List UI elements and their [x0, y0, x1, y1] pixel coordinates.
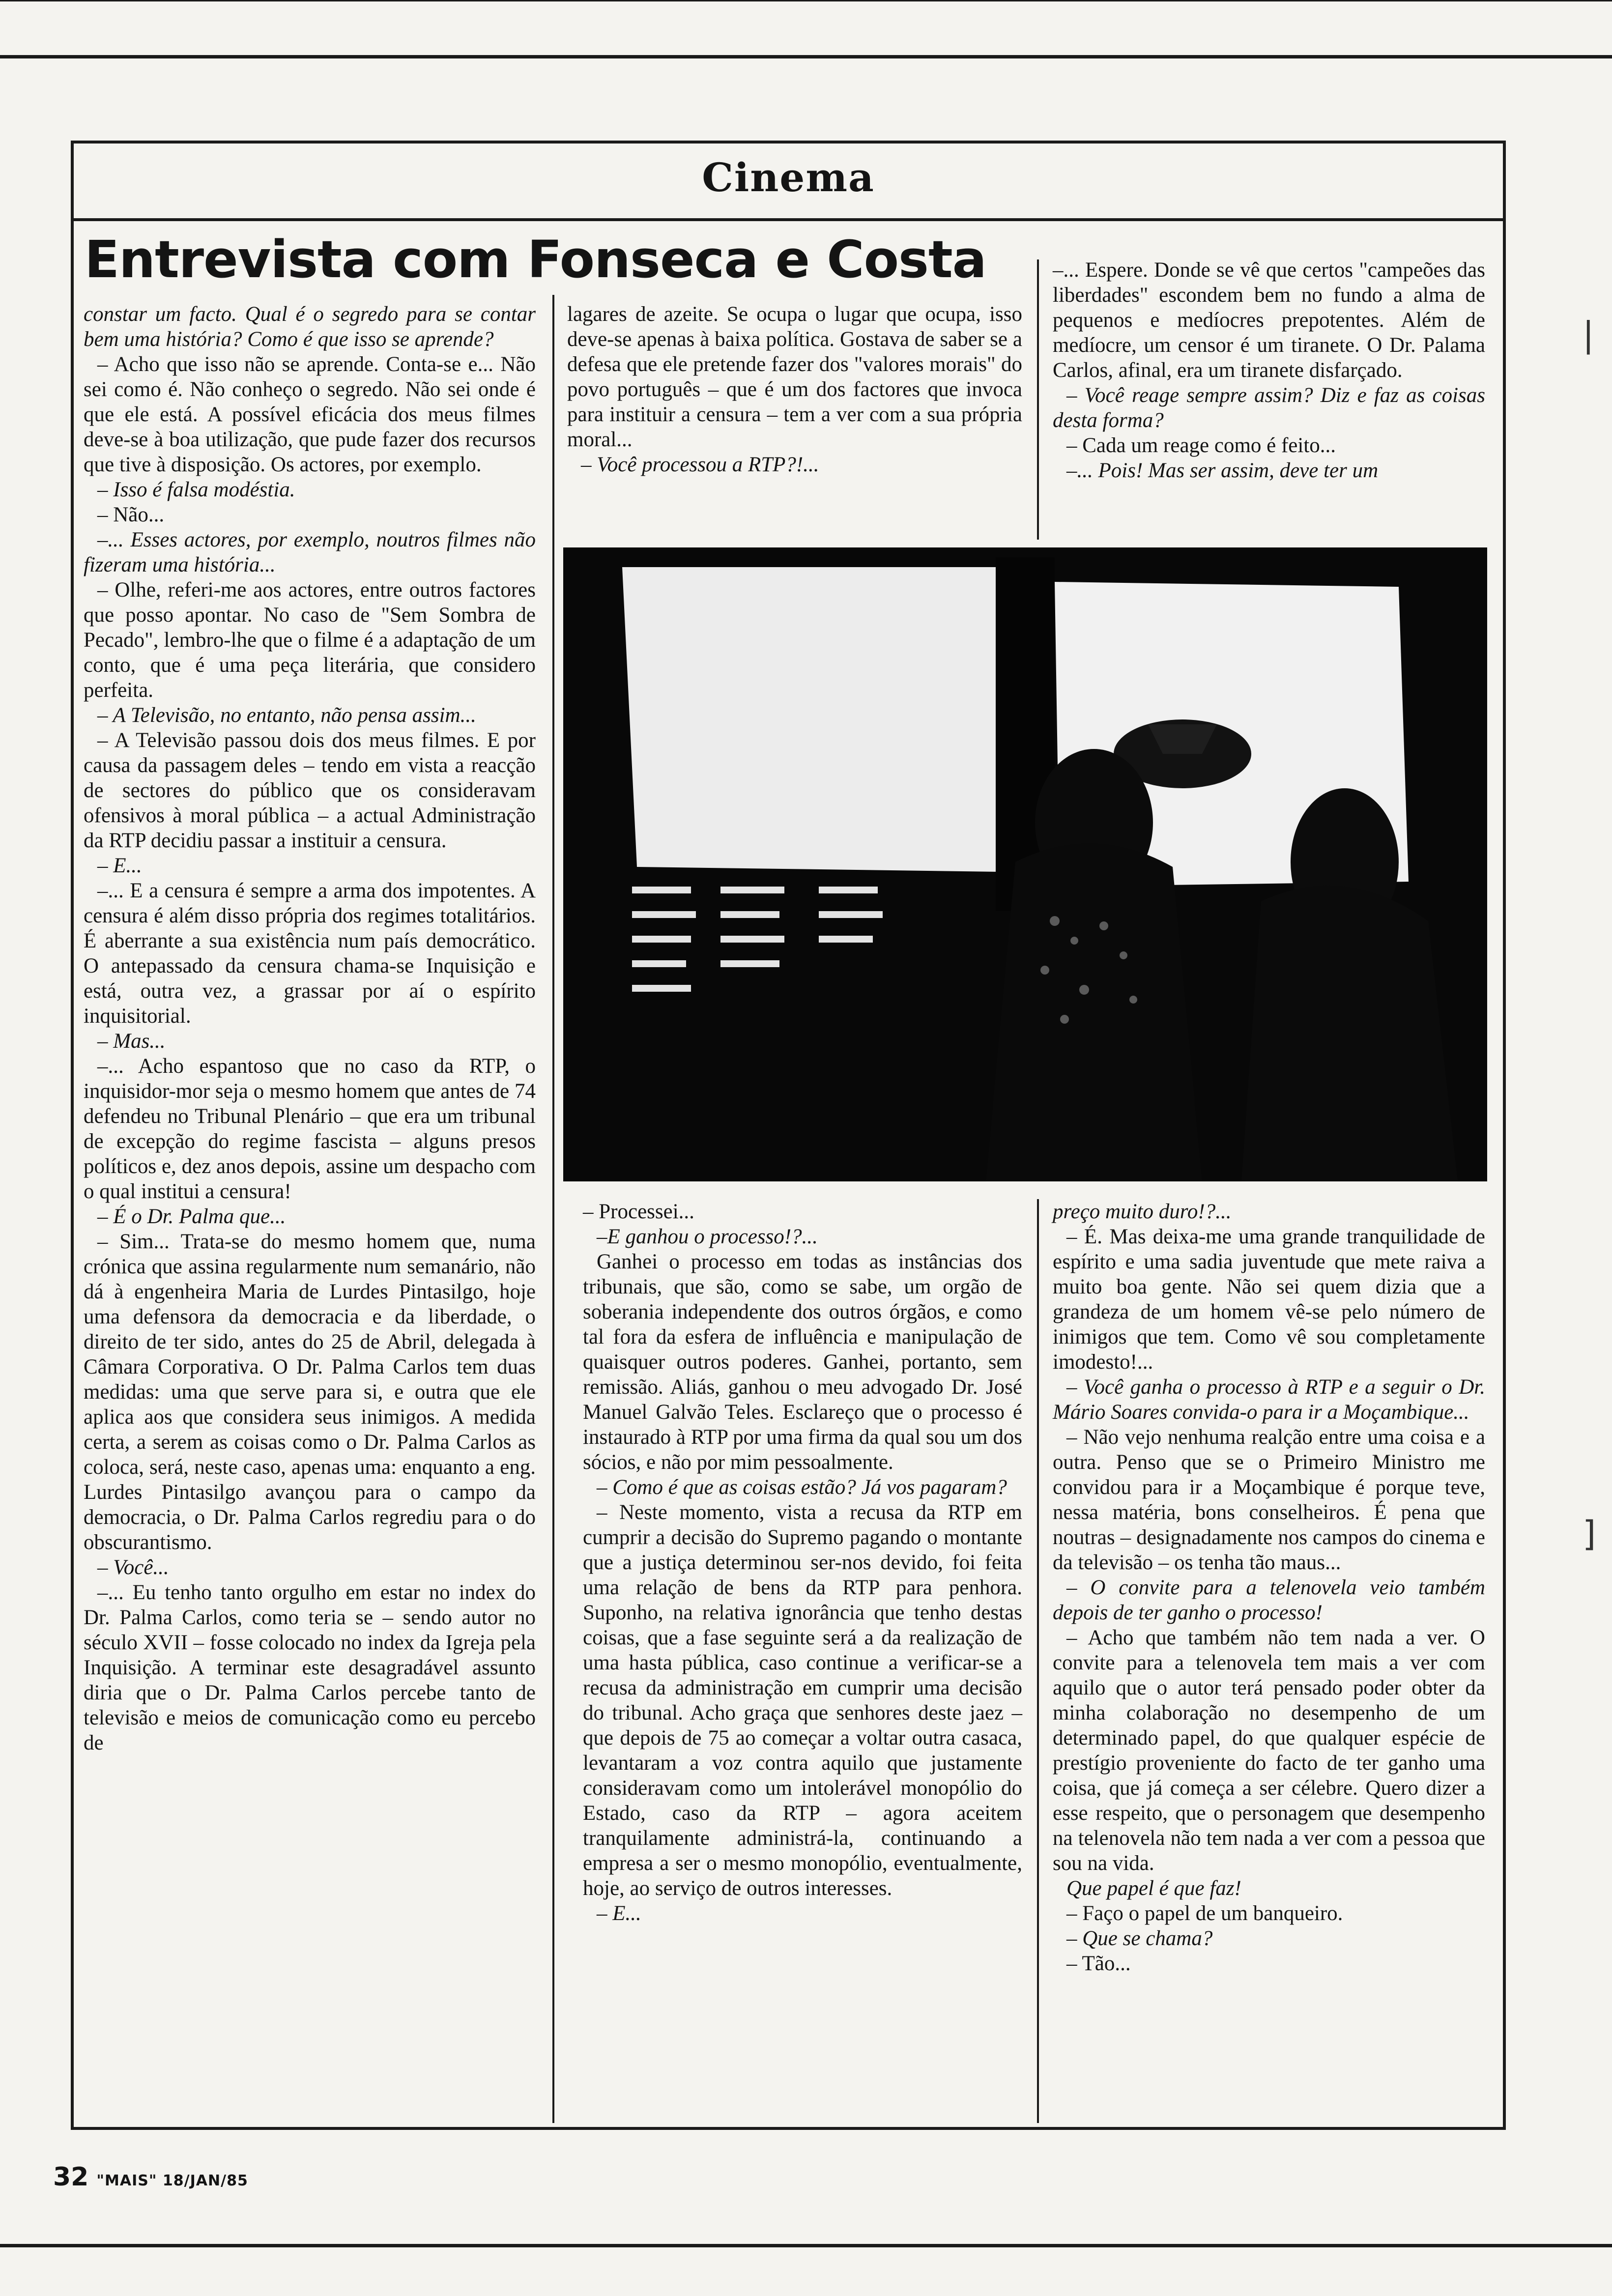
interview-question: – É o Dr. Palma que...	[97, 1205, 286, 1228]
interview-answer: – Neste momento, vista a recusa da RTP em cumprir a decisão do Supremo pagando o montante que a justiça determinou ser-nos devido, foi feita uma relação de bens da RTP para penhora. Suponho, na relativa ignorância que tenho destas coisas, que a fase seguinte será a da realização de uma hasta pública, caso continue a verificar-se a recusa da administração em cumprir uma decisão do tribunal. Acho graça que senhores deste jaez – que depois de 75 ao começar a voltar outra casaca, levantaram a voz contra aquilo que justamente consideravam como um intolerável monopólio do Estado, caso da RTP – agora aceitem tranquilamente administrá-la, continuando a empresa a ser o mesmo monopólio, eventualmente, hoje, ao serviço de outros interesses.	[583, 1501, 1022, 1900]
interview-question: –... Pois! Mas ser assim, deve ter um	[1066, 459, 1379, 482]
film-still-illustration	[563, 547, 1487, 1181]
column-3-top	[1053, 258, 1485, 483]
margin-mark: ]	[1583, 1514, 1596, 1554]
interview-question: – Que se chama?	[1066, 1927, 1213, 1950]
top-rule	[0, 55, 1612, 58]
interview-answer: – É. Mas deixa-me uma grande tranquilidade de espírito e uma sadia juventude que mete raiva a muito boa gente. Não sei quem dizia que a grandeza de um homem vê-se pelo número de inimigos que tem. Como vê sou completamente imodesto!...	[1053, 1225, 1485, 1374]
interview-answer: – Acho que isso não se aprende. Conta-se e... Não sei como é. Não conheço o segredo. Não sei onde é que ele está. A possível eficácia dos meus filmes deve-se à boa utilização, que pude fazer dos recursos que tive à disposição. Os actores, por exemplo.	[84, 353, 536, 476]
section-title: Cinema	[702, 154, 875, 201]
interview-answer: – Não vejo nenhuma realção entre uma coisa e a outra. Penso que se o Primeiro Ministro me convidou para ir a Moçambique é porque teve, nessa matéria, bons conselheiros. É pena que noutras – designadamente nos campos do cinema e da televisão – os tenha tão maus...	[1053, 1426, 1485, 1574]
column-3-bottom	[1053, 1199, 1485, 1976]
interview-answer: – Olhe, referi-me aos actores, entre outros factores que posso apontar. No caso de "Sem Sombra de Pecado", lembro-lhe que o filme é a adaptação de um conto, que é uma peça literária, que considero perfeita.	[84, 578, 536, 702]
page-number: 32	[53, 2162, 89, 2192]
column-rule-1	[552, 295, 554, 2123]
interview-question: – Como é que as coisas estão? Já vos pagaram?	[597, 1476, 1007, 1499]
bottom-rule	[0, 2244, 1612, 2247]
interview-question: Que papel é que faz!	[1066, 1877, 1241, 1900]
interview-answer: – Acho que também não tem nada a ver. O convite para a telenovela tem mais a ver com aquilo que o autor terá pensado poder obter da minha colaboração no desempenho de um determinado papel, do que qualquer espécie de prestígio proveniente do facto de ter ganho uma coisa, que já começa a ser célebre. Quero dizer a esse respeito, que o personagem que desempenho na telenovela não tem nada a ver com a pessoa que sou na vida.	[1053, 1626, 1485, 1875]
interview-question: –E ganhou o processo!?...	[597, 1225, 818, 1248]
interview-question: – O convite para a telenovela veio também depois de ter ganho o processo!	[1053, 1576, 1485, 1624]
interview-answer: – Faço o papel de um banqueiro.	[1066, 1902, 1343, 1925]
interview-question: – A Televisão, no entanto, não pensa assim...	[97, 704, 476, 727]
interview-answer: – Não...	[97, 503, 165, 526]
interview-answer: – Cada um reage como é feito...	[1066, 434, 1336, 457]
interview-question: preço muito duro!?...	[1053, 1200, 1232, 1223]
section-header	[71, 141, 1506, 221]
interview-answer: –... E a censura é sempre a arma dos impotentes. A censura é além disso própria dos regimes totalitários. É aberrante a sua existência num país democrático. O antepassado da censura chama-se Inquisição e está, outra vez, a grassar por aí o espírito inquisitorial.	[84, 879, 536, 1028]
headline: Entrevista com Fonseca e Costa	[85, 230, 986, 289]
margin-mark: |	[1583, 315, 1594, 355]
column-2-bottom	[583, 1199, 1022, 1926]
interview-question: –... Esses actores, por exemplo, noutros filmes não fizeram uma história...	[84, 528, 536, 576]
interview-answer: –... Eu tenho tanto orgulho em estar no index do Dr. Palma Carlos, como teria se – sendo autor no século XVII – fosse colocado no index da Igreja pela Inquisição. A terminar este desagradável assunto diria que o Dr. Palma Carlos percebe tanto de televisão e meios de comunicação como eu percebo de	[84, 1581, 536, 1754]
film-still-photo	[563, 547, 1487, 1181]
publication-date: "MAIS" 18/JAN/85	[96, 2172, 248, 2189]
interview-question: – Você reage sempre assim? Diz e faz as coisas desta forma?	[1053, 384, 1485, 432]
interview-question: constar um facto. Qual é o segredo para se contar bem uma história? Como é que isso se aprende?	[84, 303, 536, 351]
column-rule-3	[1037, 1199, 1039, 2123]
column-rule-2	[1037, 259, 1039, 540]
interview-answer: – Processei...	[583, 1200, 694, 1223]
interview-answer: Ganhei o processo em todas as instâncias dos tribunais, que são, como se sabe, um orgão de soberania independente dos outros órgãos, e como tal fora da esfera de influência e manipulação de quaisquer outros poderes. Ganhei, portanto, sem remissão. Aliás, ganhou o meu advogado Dr. José Manuel Galvão Teles. Esclareço que o processo é instaurado à RTP por uma firma da qual sou um dos sócios, e não por mim pessoalmente.	[583, 1250, 1022, 1474]
page-folio	[53, 2162, 248, 2192]
interview-answer: lagares de azeite. Se ocupa o lugar que ocupa, isso deve-se apenas à baixa política. Gostava de saber se a defesa que ele pretende fazer dos "valores morais" do povo português – que é um dos factores que invoca para instituir a censura – tem a ver com a sua própria moral...	[567, 303, 1022, 451]
interview-question: – Você...	[97, 1556, 169, 1579]
column-1	[84, 302, 536, 1755]
interview-question: – Isso é falsa modéstia.	[97, 478, 295, 501]
interview-answer: –... Espere. Donde se vê que certos "campeões das liberdades" escondem bem no fundo a alma de pequenos e medíocres prepotentes. Além de medíocre, um censor é um tiranete. O Dr. Palama Carlos, afinal, era um tiranete disfarçado.	[1053, 258, 1485, 382]
column-2-top	[567, 302, 1022, 477]
interview-question: – Mas...	[97, 1030, 166, 1053]
interview-answer: – Sim... Trata-se do mesmo homem que, numa crónica que assina regularmente num semanário, não dá à engenheira Maria de Lurdes Pintasilgo, hoje uma defensora da democracia e da liberdade, o direito de ter sido, antes do 25 de Abril, delegada à Câmara Corporativa. O Dr. Palma Carlos tem duas medidas: uma que serve para si, e outra que ele aplica aos que considera seus inimigos. A medida certa, a serem as coisas como o Dr. Palma Carlos as coloca, será, neste caso, apenas uma: enquanto a eng. Lurdes Pintasilgo avançou para o campo da democracia, o Dr. Palma Carlos regrediu para o do obscurantismo.	[84, 1230, 536, 1554]
interview-question: – Você ganha o processo à RTP e a seguir o Dr. Mário Soares convida-o para ir a Moçambique...	[1053, 1376, 1485, 1424]
interview-question: – Você processou a RTP?!...	[581, 453, 819, 476]
top-rule-thin	[0, 0, 1612, 1]
interview-question: – E...	[97, 854, 142, 877]
interview-question: – E...	[597, 1902, 641, 1925]
interview-answer: – Tão...	[1066, 1952, 1131, 1975]
interview-answer: – A Televisão passou dois dos meus filmes. E por causa da passagem deles – tendo em vista a reacção de sectores do público que os consideravam ofensivos à moral pública – a actual Administração da RTP decidiu passar a instituir a censura.	[84, 729, 536, 852]
interview-answer: –... Acho espantoso que no caso da RTP, o inquisidor-mor seja o mesmo homem que antes de 74 defendeu no Tribunal Plenário – que era um tribunal de excepção do regime fascista – alguns presos políticos e, dez anos depois, assine um despacho com o qual institui a censura!	[84, 1055, 536, 1203]
